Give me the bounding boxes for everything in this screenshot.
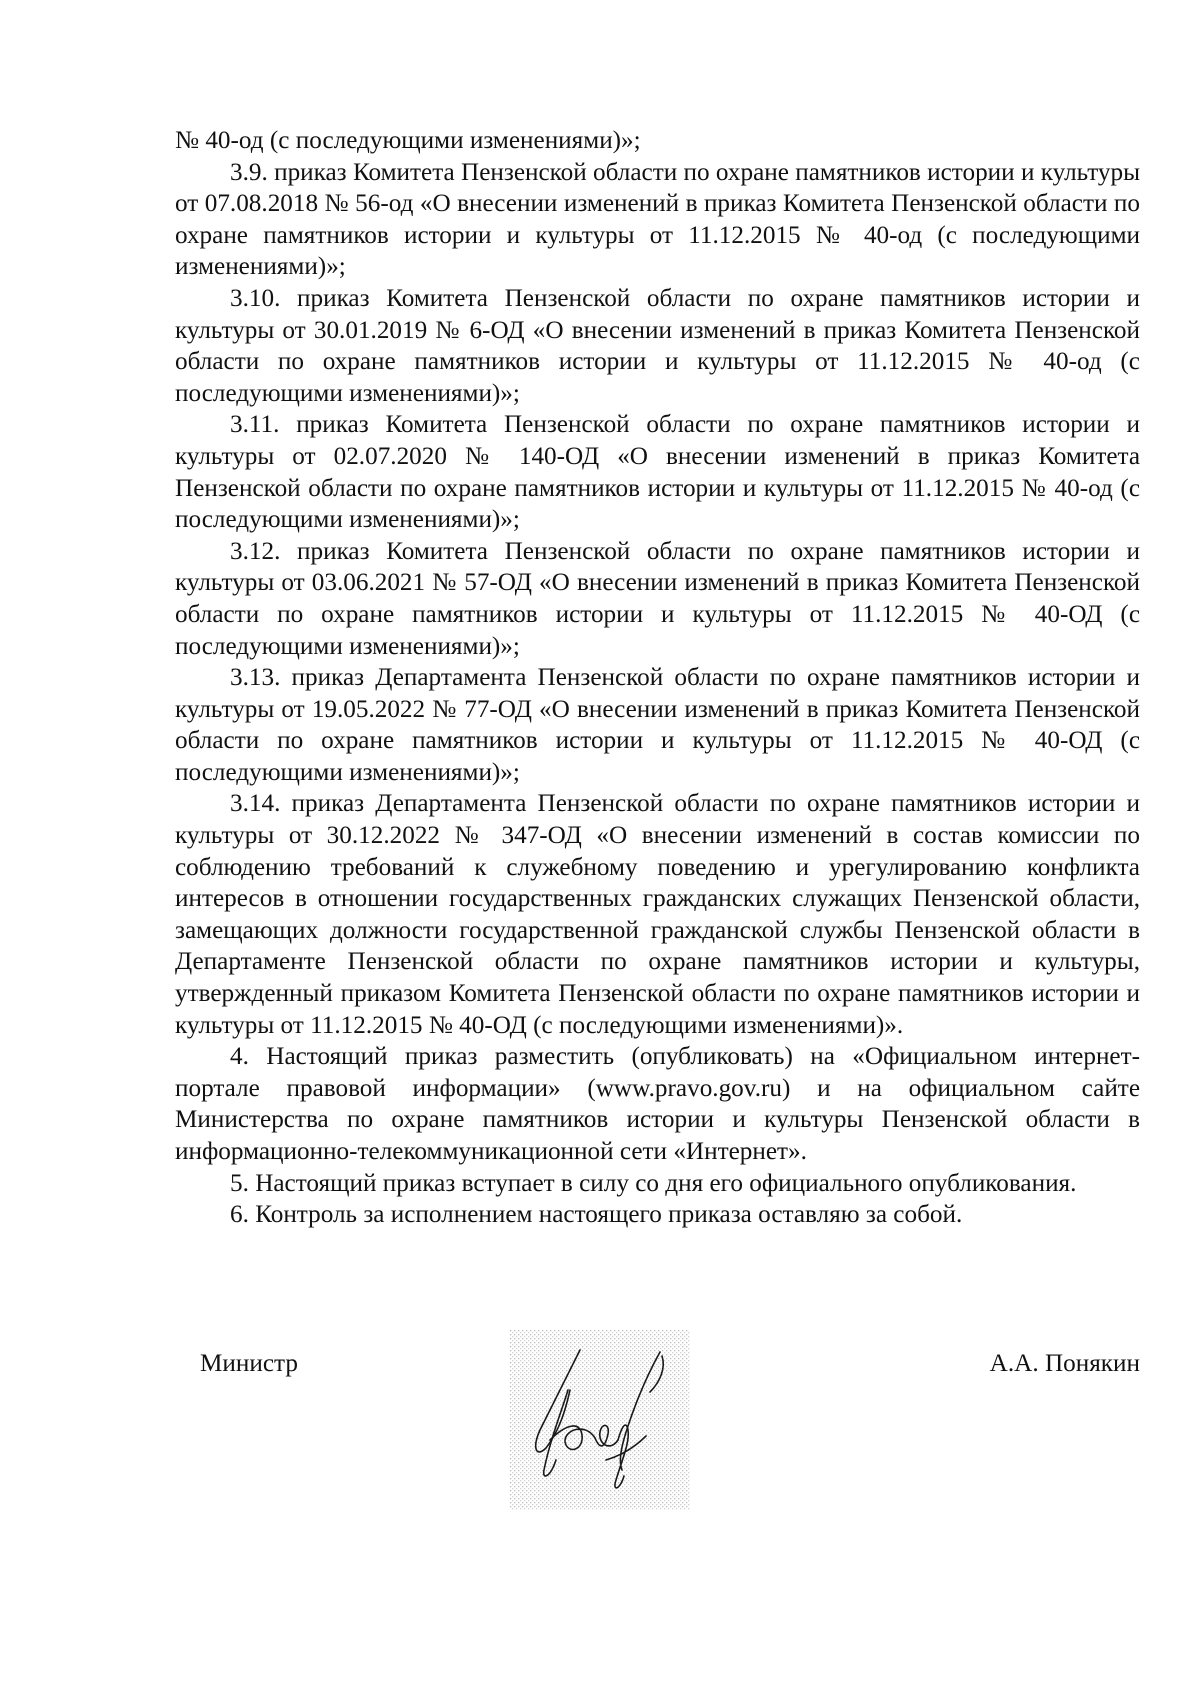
paragraph-3-9: 3.9. приказ Комитета Пензенской области по охране памятников истории и культуры от 07.08.2018 № 56-од «О внесении изменений в приказ Комитета Пензенской области по охране памятников истории и культуры от 11.12.2015 № 40-од (с последующими изменениями)»; xyxy=(175,158,1140,281)
paragraph-6: 6. Контроль за исполнением настоящего приказа оставляю за собой. xyxy=(230,1201,963,1229)
paragraph-5: 5. Настоящий приказ вступает в силу со дня его официального опубликования. xyxy=(230,1169,1077,1197)
paragraph-3-10: 3.10. приказ Комитета Пензенской области по охране памятников истории и культуры от 30.01.2019 № 6-ОД «О внесении изменений в приказ Комитета Пензенской области по охране памятников истории и культуры от 11.12.2015 № 40-од (с последующими изменениями)»; xyxy=(175,284,1140,407)
signature-block xyxy=(0,1330,1200,1530)
paragraph-3-12: 3.12. приказ Комитета Пензенской области по охране памятников истории и культуры от 03.06.2021 № 57-ОД «О внесении изменений в приказ Комитета Пензенской области по охране памятников истории и культуры от 11.12.2015 № 40-ОД (с последующими изменениями)»; xyxy=(175,537,1140,660)
signatory-title: Министр xyxy=(200,1350,298,1377)
paragraph-3-13: 3.13. приказ Департамента Пензенской области по охране памятников истории и культуры от 19.05.2022 № 77-ОД «О внесении изменений в приказ Комитета Пензенской области по охране памятников истории и культуры от 11.12.2015 № 40-ОД (с последующими изменениями)»; xyxy=(175,664,1140,786)
signatory-name: А.А. Понякин xyxy=(989,1350,1140,1377)
paragraph-intro: № 40-од (с последующими изменениями)»; xyxy=(175,127,641,154)
paragraph-3-14: 3.14. приказ Департамента Пензенской области по охране памятников истории и культуры от 30.12.2022 № 347-ОД «О внесении изменений в состав комиссии по соблюдению требований к служебному поведению и урегулированию конфликта интересов в отношении государственных гражданских служащих Пензенской области, замещающих должности государственной гражданской службы Пензенской области в Департаменте Пензенской области по охране памятников истории и культуры, утвержденный приказом Комитета Пензенской области по охране памятников истории и культуры от 11.12.2015 № 40-ОД (с последующими изменениями)». xyxy=(175,790,1140,1039)
document-body xyxy=(175,125,1140,1231)
paragraph-3-11: 3.11. приказ Комитета Пензенской области по охране памятников истории и культуры от 02.07.2020 № 140-ОД «О внесении изменений в приказ Комитета Пензенской области по охране памятников истории и культуры от 11.12.2015 № 40-од (с последующими изменениями)»; xyxy=(175,411,1140,534)
paragraph-4: 4. Настоящий приказ разместить (опубликовать) на «Официальном интернет-портале правовой информации» (www.pravo.gov.ru) и на официальном сайте Министерства по охране памятников истории и культуры Пензенской области в информационно-телекоммуникационной сети «Интернет». xyxy=(175,1043,1140,1165)
handwritten-signature xyxy=(510,1330,690,1510)
